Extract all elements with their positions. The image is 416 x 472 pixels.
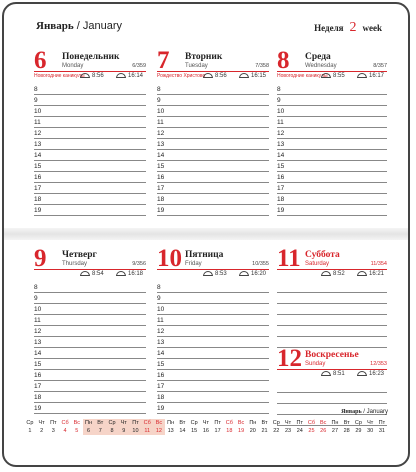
mini-weekday: Пн <box>249 420 257 426</box>
mini-calendar-month-ru: Январь <box>341 409 362 415</box>
sunrise-icon <box>80 73 90 78</box>
hour-row[interactable]: 8 <box>34 282 146 293</box>
mini-calendar-day[interactable] <box>118 419 130 435</box>
note-line[interactable] <box>277 326 387 337</box>
hour-row[interactable]: 19 <box>34 403 146 414</box>
hour-lines <box>157 282 269 414</box>
mini-calendar-day[interactable] <box>329 419 341 435</box>
sunrise <box>321 371 345 377</box>
note-line[interactable] <box>277 304 387 315</box>
mini-weekday: Пт <box>132 420 139 426</box>
day-of-year: 9/356 <box>132 261 146 267</box>
hour-row[interactable]: 13 <box>157 337 269 348</box>
day-name-en: Friday <box>185 261 202 267</box>
week-en: week <box>362 23 382 33</box>
mini-weekday: Пт <box>214 420 221 426</box>
mini-calendar-grid <box>24 419 388 435</box>
mini-calendar-day[interactable] <box>353 419 365 435</box>
mini-weekday: Сб <box>143 420 151 426</box>
hour-row[interactable]: 14 <box>277 150 387 161</box>
day-divider <box>34 71 146 72</box>
mini-date: 17 <box>214 428 221 434</box>
note-line[interactable] <box>277 282 387 293</box>
mini-calendar-day[interactable] <box>247 419 259 435</box>
sunrise <box>80 271 104 277</box>
mini-date: 4 <box>63 428 67 434</box>
day-name: Пятница <box>185 250 224 260</box>
hour-row[interactable]: 17 <box>277 183 387 194</box>
mini-date: 15 <box>191 428 198 434</box>
mini-calendar-day[interactable] <box>47 419 59 435</box>
hour-row[interactable]: 18 <box>157 194 269 205</box>
hour-row[interactable]: 12 <box>277 128 387 139</box>
mini-weekday: Ср <box>108 420 116 426</box>
day-name: Суббота <box>305 250 340 260</box>
hour-lines <box>277 282 387 348</box>
day-divider <box>277 269 387 270</box>
mini-weekday: Чт <box>202 420 209 426</box>
sunrise-time: 8:54 <box>92 271 104 278</box>
mini-weekday: Пт <box>378 420 386 426</box>
mini-calendar-day[interactable] <box>200 419 212 435</box>
hour-row[interactable]: 10 <box>34 106 146 117</box>
hour-row[interactable]: 12 <box>157 128 269 139</box>
mini-weekday: Чт <box>120 420 127 426</box>
mini-date: 10 <box>132 428 139 434</box>
hour-row[interactable]: 9 <box>277 95 387 106</box>
mini-calendar-day[interactable] <box>177 419 189 435</box>
mini-date: 5 <box>75 428 79 434</box>
sunset-icon <box>116 73 126 78</box>
hour-row[interactable]: 9 <box>34 95 146 106</box>
hour-row[interactable]: 13 <box>157 139 269 150</box>
mini-date: 21 <box>261 428 268 434</box>
mini-date: 23 <box>284 428 292 434</box>
mini-weekday: Ср <box>272 420 280 426</box>
mini-calendar-day[interactable] <box>376 419 388 435</box>
hour-row[interactable]: 15 <box>157 359 269 370</box>
mini-date: 31 <box>378 428 385 434</box>
sunset <box>116 271 143 277</box>
mini-weekday: Вс <box>155 420 163 426</box>
mini-calendar-day[interactable] <box>235 419 247 435</box>
mini-date: 26 <box>320 428 327 434</box>
mini-calendar-day[interactable] <box>270 419 282 435</box>
hour-row[interactable]: 19 <box>277 205 387 216</box>
day-divider <box>157 269 269 270</box>
hour-row[interactable]: 15 <box>34 359 146 370</box>
day-name: Среда <box>305 52 331 62</box>
mini-weekday: Сб <box>307 420 316 426</box>
mini-date: 6 <box>87 428 91 434</box>
sunset <box>239 73 266 79</box>
day-name: Воскресенье <box>305 350 359 360</box>
day-number: 6 <box>34 47 47 74</box>
mini-date: 12 <box>155 428 162 434</box>
mini-calendar-day[interactable] <box>212 419 224 435</box>
hour-row[interactable]: 17 <box>34 183 146 194</box>
day-divider <box>277 369 387 370</box>
sunset-time: 16:14 <box>128 73 144 80</box>
sunset <box>116 73 143 79</box>
sunset <box>357 271 384 277</box>
day-number: 9 <box>34 245 47 272</box>
mini-calendar-day[interactable] <box>141 419 153 435</box>
sunrise-icon <box>321 371 331 376</box>
sunset <box>357 73 384 79</box>
mini-date: 18 <box>226 428 233 434</box>
day-name-en: Sunday <box>305 361 326 367</box>
sunset <box>239 271 266 277</box>
sunrise-icon <box>80 271 90 276</box>
mini-calendar-day[interactable] <box>94 419 106 435</box>
mini-weekday: Чт <box>367 420 374 426</box>
mini-date: 20 <box>249 428 256 434</box>
sunrise <box>203 271 227 277</box>
hour-row[interactable]: 16 <box>157 370 269 381</box>
month-ru: Январь <box>36 20 74 32</box>
mini-weekday: Вс <box>237 420 245 426</box>
hour-row[interactable]: 11 <box>34 117 146 128</box>
mini-calendar-day[interactable] <box>130 419 142 435</box>
day-of-year: 10/355 <box>252 261 269 267</box>
mini-weekday: Пт <box>50 420 57 426</box>
sunset-icon <box>116 271 126 276</box>
mini-calendar-day[interactable] <box>36 419 48 435</box>
sunrise-time: 8:53 <box>215 271 227 278</box>
mini-date: 2 <box>40 428 44 434</box>
sunrise-icon <box>321 271 331 276</box>
hour-row[interactable]: 8 <box>157 84 269 95</box>
day-name-en: Tuesday <box>185 63 208 69</box>
sunset-time: 16:17 <box>369 73 385 80</box>
day-name-en: Thursday <box>62 261 88 267</box>
mini-date: 9 <box>122 428 126 434</box>
note-line[interactable] <box>277 393 387 404</box>
day-divider <box>34 269 146 270</box>
week-number: 2 <box>349 20 357 35</box>
mini-date: 1 <box>28 428 32 434</box>
holiday-label: Новогодние каникулы <box>34 73 85 79</box>
mini-date: 27 <box>331 428 339 434</box>
mini-date: 8 <box>110 428 114 434</box>
page-header <box>4 4 408 44</box>
hour-row[interactable]: 17 <box>157 381 269 392</box>
mini-weekday: Вт <box>343 420 350 426</box>
mini-weekday: Ср <box>26 420 34 426</box>
sunrise <box>321 271 345 277</box>
mini-date: 3 <box>51 428 55 434</box>
note-line[interactable] <box>277 315 387 326</box>
mini-date: 24 <box>296 428 303 434</box>
mini-date: 16 <box>202 428 209 434</box>
week-label: Неделя <box>314 23 344 33</box>
mini-date: 13 <box>167 428 174 434</box>
mini-calendar-day[interactable] <box>83 419 95 435</box>
hour-row[interactable]: 16 <box>157 172 269 183</box>
mini-weekday: Пт <box>296 420 303 426</box>
mini-weekday: Вт <box>179 420 186 426</box>
mini-weekday: Вс <box>320 420 327 426</box>
mini-calendar-day[interactable] <box>341 419 353 435</box>
day-name-en: Wednesday <box>305 63 337 69</box>
day-name: Четверг <box>62 250 97 260</box>
day-name-en: Saturday <box>305 261 330 267</box>
sunset-time: 16:15 <box>251 73 267 80</box>
holiday-label: Рождество Христово <box>157 73 206 79</box>
hour-row[interactable]: 10 <box>157 304 269 315</box>
mini-weekday: Ср <box>190 420 198 426</box>
sunset-time: 16:21 <box>369 271 385 278</box>
sunset-icon <box>357 73 367 78</box>
day-number: 7 <box>157 47 170 74</box>
sunrise <box>321 73 345 79</box>
mini-date: 30 <box>367 428 374 434</box>
hour-row[interactable]: 9 <box>34 293 146 304</box>
hour-row[interactable]: 14 <box>157 348 269 359</box>
mini-date: 14 <box>179 428 186 434</box>
hour-row[interactable]: 10 <box>277 106 387 117</box>
mini-weekday: Чт <box>284 420 292 426</box>
hour-row[interactable]: 14 <box>34 348 146 359</box>
sunset <box>357 371 384 377</box>
hour-row[interactable]: 14 <box>157 150 269 161</box>
sunset-icon <box>357 271 367 276</box>
mini-weekday: Ср <box>354 420 362 426</box>
mini-weekday: Вт <box>97 420 104 426</box>
hour-row[interactable]: 18 <box>157 392 269 403</box>
mini-weekday: Сб <box>61 420 69 426</box>
mini-calendar-day[interactable] <box>165 419 177 435</box>
mini-calendar-title: Январь / January <box>341 409 388 415</box>
mini-calendar-day[interactable] <box>317 419 329 435</box>
sunset-time: 16:23 <box>369 371 385 378</box>
hour-row[interactable]: 19 <box>34 205 146 216</box>
sunrise-time: 8:55 <box>333 73 345 80</box>
hour-row[interactable]: 12 <box>157 326 269 337</box>
day-of-year: 6/359 <box>132 63 146 69</box>
mini-date: 29 <box>355 428 362 434</box>
mini-date: 11 <box>144 428 151 434</box>
hour-row[interactable]: 9 <box>157 293 269 304</box>
hour-row[interactable]: 17 <box>157 183 269 194</box>
hour-row[interactable]: 11 <box>157 315 269 326</box>
day-number: 10 <box>157 245 182 272</box>
mini-calendar-day[interactable] <box>106 419 118 435</box>
planner-page <box>2 2 410 467</box>
mini-weekday: Пн <box>85 420 93 426</box>
sunset-icon <box>239 73 249 78</box>
hour-row[interactable]: 19 <box>157 403 269 414</box>
mini-calendar-day[interactable] <box>153 419 165 435</box>
mini-weekday: Пн <box>167 420 175 426</box>
mini-calendar-day[interactable] <box>282 419 294 435</box>
hour-row[interactable]: 17 <box>34 381 146 392</box>
note-line[interactable] <box>277 382 387 393</box>
hour-row[interactable]: 15 <box>157 161 269 172</box>
day-of-year: 7/358 <box>255 63 269 69</box>
mini-date: 7 <box>98 428 102 434</box>
hour-lines <box>277 84 387 216</box>
hour-row[interactable]: 13 <box>34 337 146 348</box>
sunrise <box>80 73 104 79</box>
sunrise-time: 8:52 <box>333 271 345 278</box>
hour-row[interactable]: 16 <box>277 172 387 183</box>
mini-weekday: Вс <box>73 420 81 426</box>
mini-calendar-day[interactable] <box>306 419 318 435</box>
day-name-en: Monday <box>62 63 84 69</box>
sunset-time: 16:18 <box>128 271 144 278</box>
mini-weekday: Чт <box>38 420 45 426</box>
mini-calendar-day[interactable] <box>364 419 376 435</box>
week-indicator <box>314 20 382 36</box>
hour-row[interactable]: 19 <box>157 205 269 216</box>
day-divider <box>157 71 269 72</box>
hour-row[interactable]: 8 <box>157 282 269 293</box>
hour-row[interactable]: 18 <box>277 194 387 205</box>
mini-weekday: Пн <box>331 420 339 426</box>
sunset-icon <box>239 271 249 276</box>
month-en: January <box>82 20 122 32</box>
holiday-label: Новогодние каникулы <box>277 73 328 79</box>
hour-row[interactable]: 15 <box>34 161 146 172</box>
sunrise-time: 8:56 <box>215 73 227 80</box>
hour-row[interactable]: 16 <box>34 172 146 183</box>
day-name: Понедельник <box>62 52 120 62</box>
day-of-year: 11/354 <box>370 261 387 267</box>
hour-row[interactable]: 11 <box>34 315 146 326</box>
hour-row[interactable]: 8 <box>277 84 387 95</box>
day-of-year: 8/357 <box>373 63 387 69</box>
hour-row[interactable]: 13 <box>277 139 387 150</box>
hour-row[interactable]: 18 <box>34 392 146 403</box>
day-name: Вторник <box>185 52 223 62</box>
mini-calendar-day[interactable] <box>259 419 271 435</box>
page-fold <box>4 228 408 240</box>
hour-row[interactable]: 10 <box>34 304 146 315</box>
hour-lines <box>34 84 146 216</box>
hour-row[interactable]: 8 <box>34 84 146 95</box>
note-line[interactable] <box>277 293 387 304</box>
day-number: 11 <box>277 245 301 272</box>
sunset-time: 16:20 <box>251 271 267 278</box>
hour-row[interactable]: 16 <box>34 370 146 381</box>
mini-calendar-day[interactable] <box>59 419 71 435</box>
mini-calendar-month-en: January <box>366 409 388 415</box>
sunrise-time: 8:51 <box>333 371 345 378</box>
hour-lines <box>34 282 146 414</box>
mini-weekday: Сб <box>225 420 233 426</box>
mini-calendar-day[interactable] <box>188 419 200 435</box>
sunrise-icon <box>203 73 213 78</box>
mini-calendar-day[interactable] <box>294 419 306 435</box>
mini-calendar-day[interactable] <box>71 419 83 435</box>
sunset-icon <box>357 371 367 376</box>
day-divider <box>277 71 387 72</box>
hour-row[interactable]: 14 <box>34 150 146 161</box>
mini-date: 19 <box>238 428 245 434</box>
mini-calendar <box>24 409 388 449</box>
month-title: Январь / January <box>36 20 122 32</box>
mini-date: 28 <box>343 428 350 434</box>
mini-weekday: Вт <box>261 420 268 426</box>
hour-row[interactable]: 12 <box>34 326 146 337</box>
mini-calendar-day[interactable] <box>223 419 235 435</box>
hour-row[interactable]: 13 <box>34 139 146 150</box>
day-number: 8 <box>277 47 290 74</box>
sunrise-time: 8:56 <box>92 73 104 80</box>
mini-date: 25 <box>308 428 315 434</box>
mini-date: 22 <box>273 428 280 434</box>
mini-calendar-day[interactable] <box>24 419 36 435</box>
sunrise <box>203 73 227 79</box>
day-number: 12 <box>277 345 302 372</box>
hour-row[interactable]: 15 <box>277 161 387 172</box>
hour-row[interactable]: 10 <box>157 106 269 117</box>
hour-row[interactable]: 18 <box>34 194 146 205</box>
hour-row[interactable]: 9 <box>157 95 269 106</box>
hour-row[interactable]: 11 <box>277 117 387 128</box>
sunrise-icon <box>203 271 213 276</box>
sunrise-icon <box>321 73 331 78</box>
day-of-year: 12/353 <box>370 361 387 367</box>
hour-row[interactable]: 12 <box>34 128 146 139</box>
hour-row[interactable]: 11 <box>157 117 269 128</box>
hour-lines <box>157 84 269 216</box>
